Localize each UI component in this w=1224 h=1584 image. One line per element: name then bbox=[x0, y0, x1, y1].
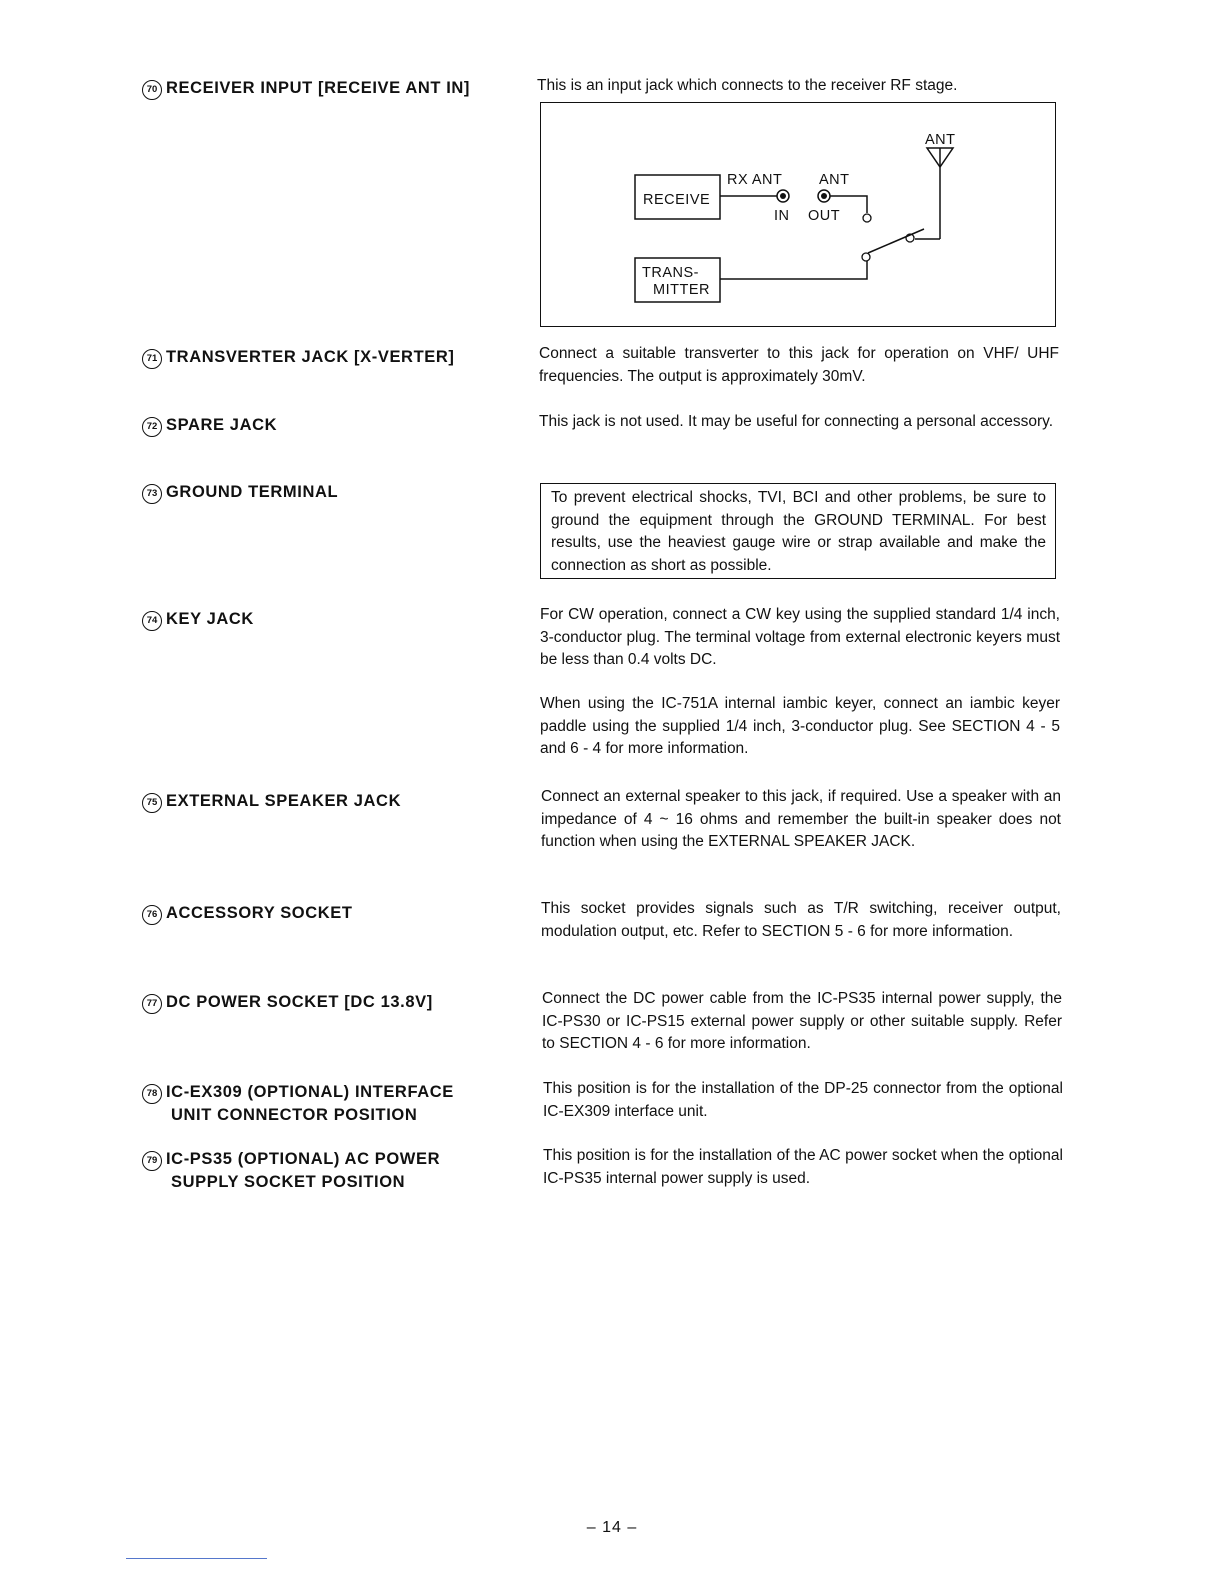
heading-ground-terminal bbox=[142, 481, 502, 504]
heading-text: ACCESSORY SOCKET bbox=[166, 904, 353, 922]
heading-external-speaker-jack bbox=[142, 790, 502, 813]
transmitter-label-1: TRANS- bbox=[642, 265, 699, 281]
heading-key-jack bbox=[142, 608, 502, 631]
antenna-label: ANT bbox=[925, 132, 956, 148]
heading-text: RECEIVER INPUT [RECEIVE ANT IN] bbox=[166, 79, 471, 97]
in-label: IN bbox=[774, 208, 790, 224]
rx-ant-label: RX ANT bbox=[727, 172, 783, 188]
description-accessory-socket: This socket provides signals such as T/R switching, receiver output, modulation output, etc. Refer to SECTION 5 - 6 for more information. bbox=[541, 900, 1061, 940]
item-number: 74 bbox=[142, 611, 162, 631]
heading-accessory-socket bbox=[142, 902, 502, 925]
item-number: 75 bbox=[142, 793, 162, 813]
description-key-jack-keyer: When using the IC-751A internal iambic keyer, connect an iambic keyer paddle using the supplied 1/4 inch, 3-conductor plug. See SECTION 4 - 5 and 6 - 4 for more information. bbox=[540, 695, 1060, 757]
heading-text: KEY JACK bbox=[166, 610, 254, 628]
item-number: 72 bbox=[142, 417, 162, 437]
receiver-input-diagram bbox=[540, 102, 1056, 327]
item-number: 78 bbox=[142, 1084, 162, 1104]
receive-label: RECEIVE bbox=[643, 192, 711, 208]
description-ic-ps35-socket: This position is for the installation of the AC power socket when the optional IC-PS35 internal power supply is used. bbox=[543, 1147, 1063, 1187]
heading-text: GROUND TERMINAL bbox=[166, 483, 339, 501]
heading-text-line-2: SUPPLY SOCKET POSITION bbox=[171, 1173, 406, 1191]
switch-blade bbox=[868, 229, 924, 253]
item-number: 76 bbox=[142, 905, 162, 925]
diagram-svg bbox=[541, 103, 1057, 328]
item-number: 70 bbox=[142, 80, 162, 100]
out-label: OUT bbox=[808, 208, 841, 224]
transmitter-label-2: MITTER bbox=[653, 282, 710, 298]
description-key-jack: For CW operation, connect a CW key using the supplied standard 1/4 inch, 3-conductor plug. The terminal voltage from external electronic keyers must be less than 0.4 volts DC. bbox=[540, 606, 1060, 668]
heading-text: EXTERNAL SPEAKER JACK bbox=[166, 792, 402, 810]
description-dc-power-socket: Connect the DC power cable from the IC-PS35 internal power supply, the IC-PS30 or IC-PS15 external power supply or other suitable supply. Refer to SECTION 4 - 6 for more information. bbox=[542, 990, 1062, 1052]
item-number: 71 bbox=[142, 349, 162, 369]
footer-rule bbox=[126, 1558, 267, 1559]
ant-jack-label: ANT bbox=[819, 172, 850, 188]
description-transverter-jack: Connect a suitable transverter to this jack for operation on VHF/ UHF frequencies. The output is approximately 30mV. bbox=[539, 345, 1059, 385]
ground-warning-box: To prevent electrical shocks, TVI, BCI and other problems, be sure to ground the equipment through the GROUND TERMINAL. For best results, use the heaviest gauge wire or strap available and make the connection as short as possible. bbox=[540, 483, 1056, 579]
description-spare-jack: This jack is not used. It may be useful for connecting a personal accessory. bbox=[539, 413, 1054, 430]
heading-receiver-input bbox=[142, 77, 502, 100]
item-number: 79 bbox=[142, 1151, 162, 1171]
heading-ic-ex309-connector bbox=[142, 1081, 502, 1127]
item-number: 73 bbox=[142, 484, 162, 504]
heading-text: TRANSVERTER JACK [X-VERTER] bbox=[166, 348, 455, 366]
item-number: 77 bbox=[142, 994, 162, 1014]
description-ic-ex309-connector: This position is for the installation of the DP-25 connector from the optional IC-EX309 interface unit. bbox=[543, 1080, 1063, 1120]
heading-text-line-1: IC-PS35 (OPTIONAL) AC POWER bbox=[166, 1150, 441, 1168]
heading-text: DC POWER SOCKET [DC 13.8V] bbox=[166, 993, 433, 1011]
heading-text: SPARE JACK bbox=[166, 416, 278, 434]
heading-transverter-jack bbox=[142, 346, 502, 369]
heading-dc-power-socket bbox=[142, 991, 502, 1014]
description-external-speaker-jack: Connect an external speaker to this jack, if required. Use a speaker with an impedance of 4 ~ 16 ohms and remember the built-in speaker does not function when using the EXTERNAL SPEAKER JACK. bbox=[541, 788, 1061, 850]
heading-ic-ps35-socket bbox=[142, 1148, 502, 1194]
heading-text-line-2: UNIT CONNECTOR POSITION bbox=[171, 1106, 418, 1124]
description-receiver-input: This is an input jack which connects to the receiver RF stage. bbox=[537, 77, 958, 94]
heading-text-line-1: IC-EX309 (OPTIONAL) INTERFACE bbox=[166, 1083, 454, 1101]
heading-spare-jack bbox=[142, 414, 502, 437]
page-number: – 14 – bbox=[586, 1519, 638, 1536]
